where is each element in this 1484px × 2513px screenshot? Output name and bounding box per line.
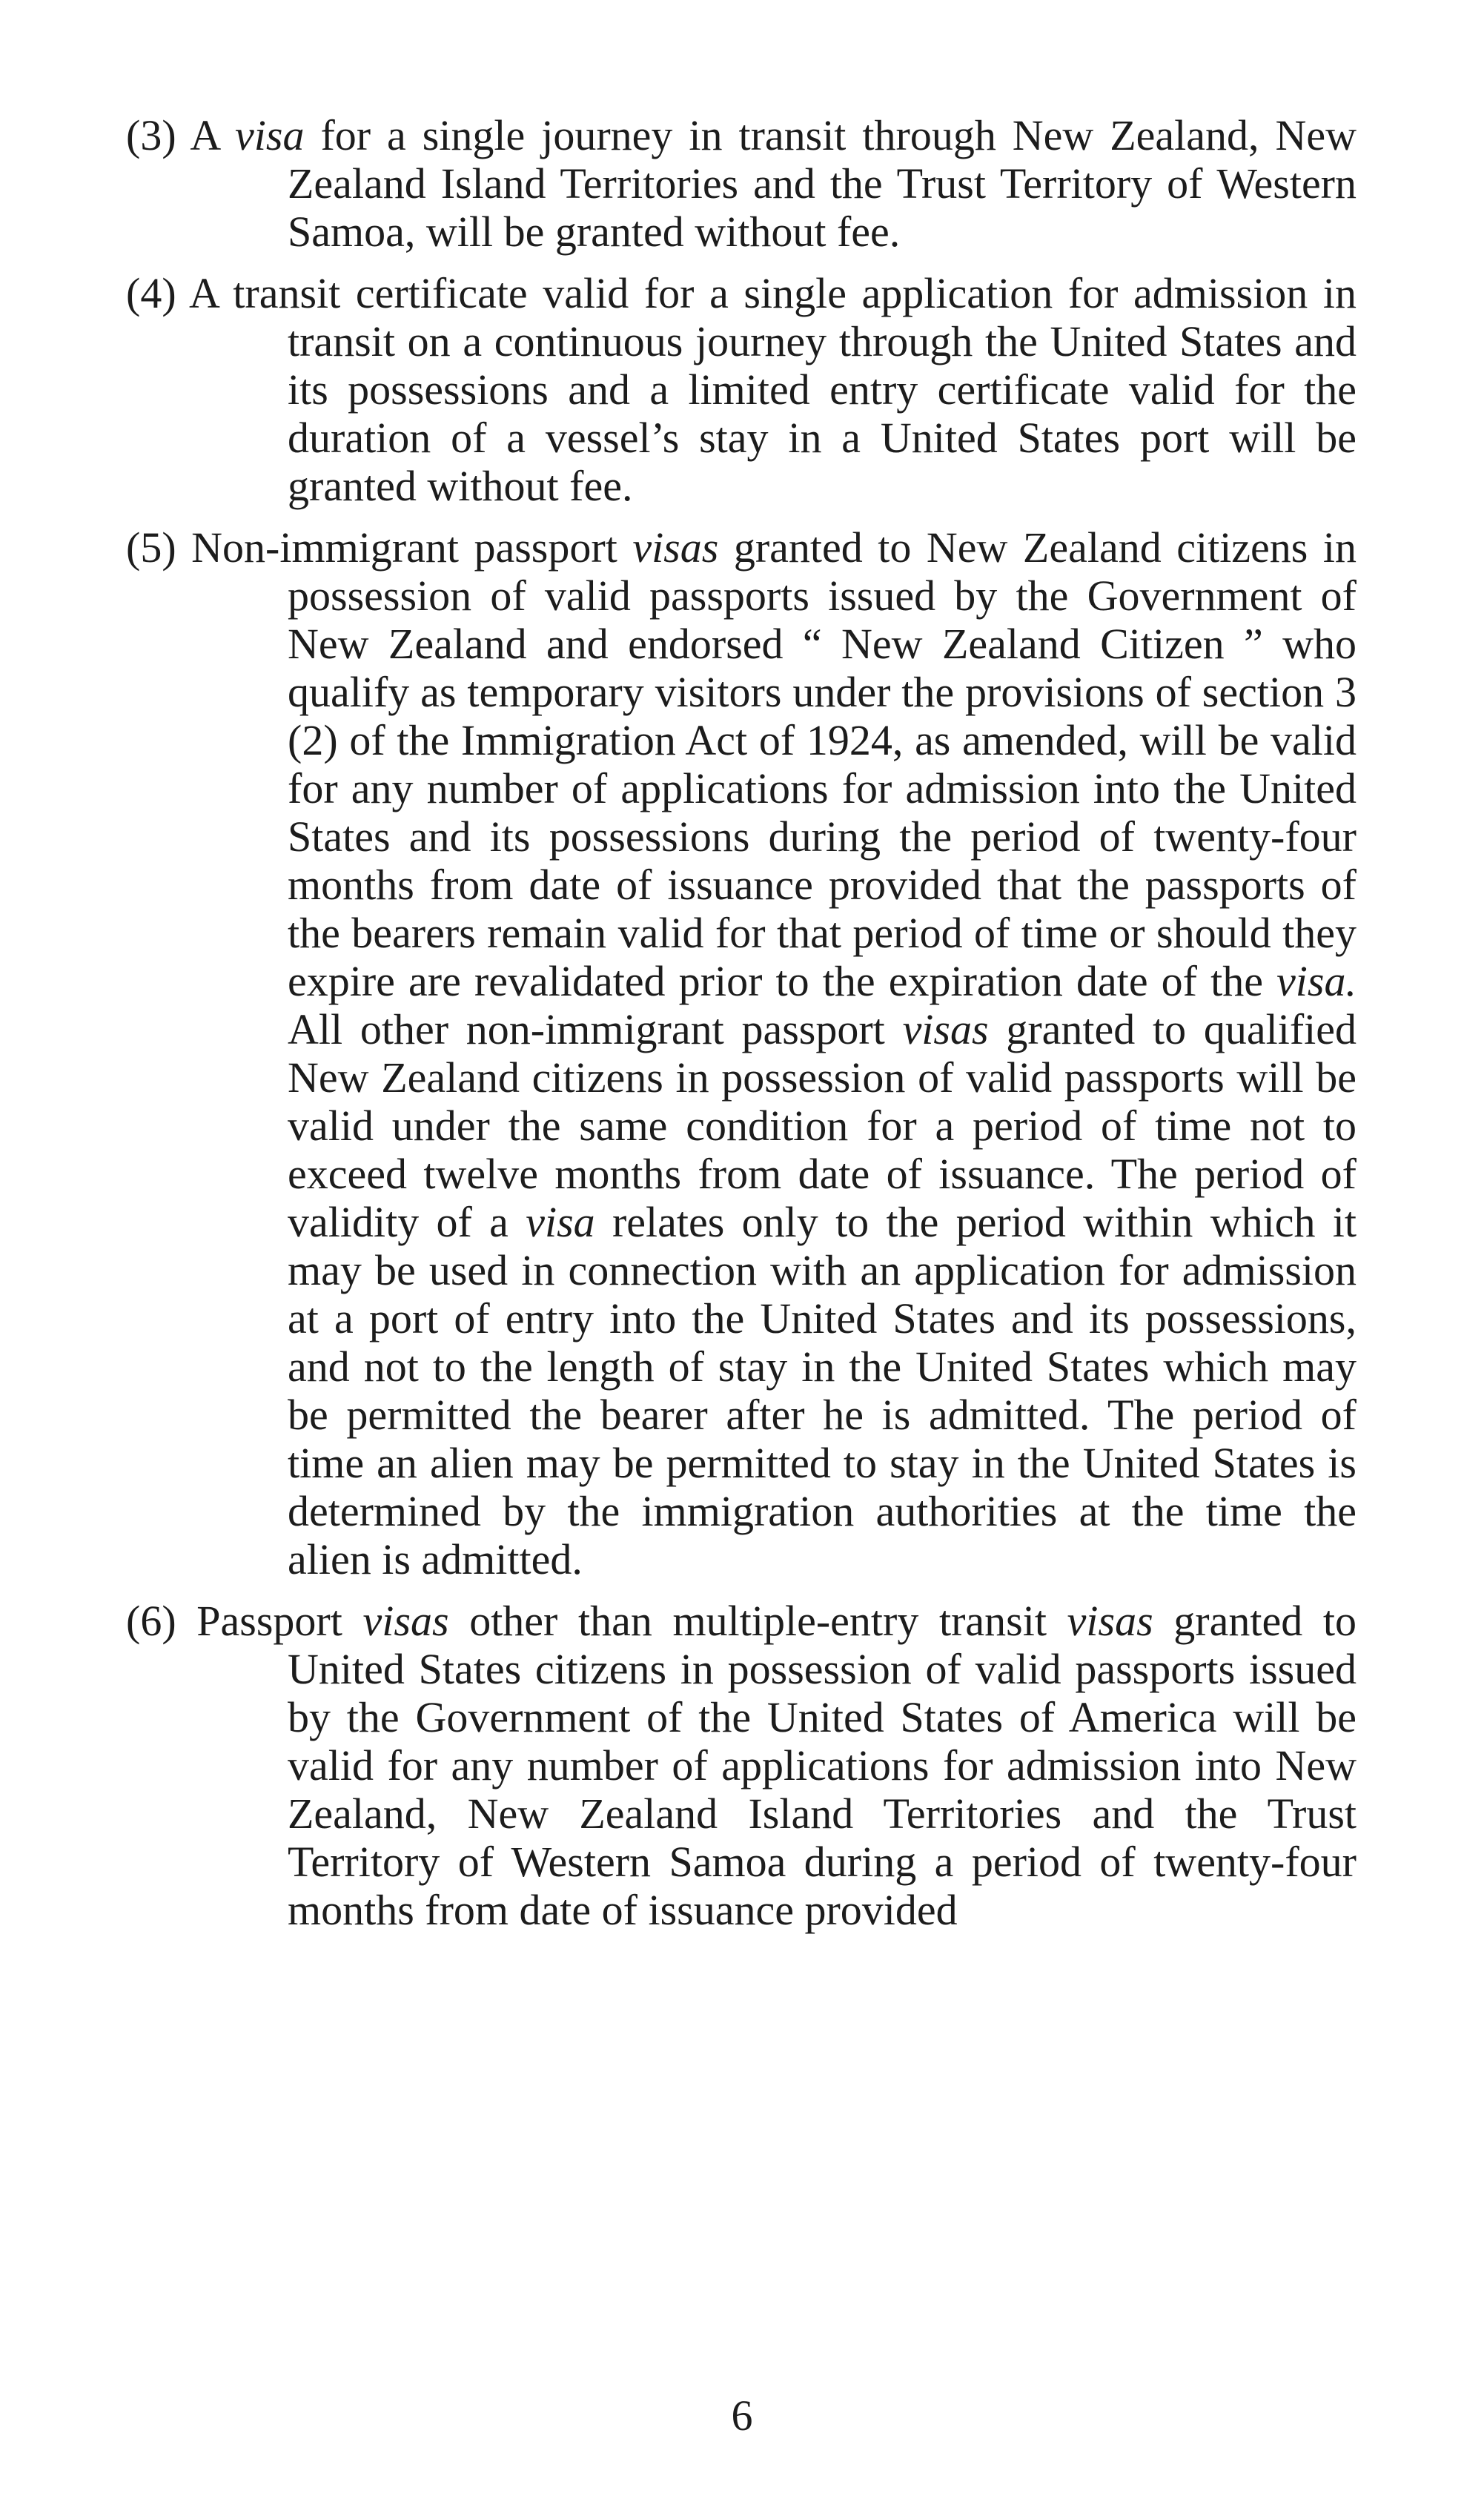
- page-number: 6: [731, 2391, 753, 2440]
- clause-5: [126, 523, 1357, 1583]
- clause-5-term-visa-1: visa.: [1276, 957, 1357, 1005]
- clause-6-text-3: granted to United States citizens in possession of valid passports issued by the Government of the United States of America will be valid for any number of applications for admission into New Zealand, New Zealand Island Territories and the Trust Territory of Western Samoa during a period of twenty-four months from date of issuance provided: [288, 1597, 1357, 1934]
- clause-6: [126, 1597, 1357, 1934]
- clause-6-term-visas-1: visas: [362, 1597, 449, 1645]
- document-page: [126, 111, 1357, 1947]
- clause-3: [126, 111, 1357, 256]
- clause-5-term-visas-1: visas: [632, 523, 719, 572]
- clause-5-text-5: relates only to the period within which it may be used in connection with an application for admission at a port of entry into the United States and its possessions, and not to the length of stay in the United States which may be permitted the bearer after he is admitted. The period of time an alien may be permitted to stay in the United States is determined by the immigration authorities at the time the alien is admitted.: [288, 1198, 1357, 1583]
- clause-5-text-3: All other non-immigrant passport: [288, 1005, 903, 1053]
- clause-4-text: (4) A transit certificate valid for a single application for admission in transit on a continuous journey through the United States and its possessions and a limited entry certificate valid for the duration of a vessel’s stay in a United States port will be granted without fee.: [126, 269, 1357, 510]
- clause-3-text-1: (3) A: [126, 111, 236, 159]
- clause-5-term-visas-2: visas: [902, 1005, 989, 1053]
- clause-3-text-2: for a single journey in transit through New Zealand, New Zealand Island Territories and the Trust Territory of Western Samoa, will be granted without fee.: [288, 111, 1357, 256]
- clause-5-text-1: (5) Non-immigrant passport: [126, 523, 633, 572]
- clause-6-text-2: other than multiple-entry transit: [448, 1597, 1067, 1645]
- clause-5-text-2: granted to New Zealand citizens in possession of valid passports issued by the Government of New Zealand and endorsed “ New Zealand Citizen ” who qualify as temporary visitors under the provisions of section 3 (2) of the Immigration Act of 1924, as amended, will be valid for any number of applications for admission into the United States and its possessions during the period of twenty-four months from date of issuance provided that the passports of the bearers remain valid for that period of time or should they expire are revalidated prior to the expiration date of the: [288, 523, 1357, 1005]
- clause-6-text-1: (6) Passport: [126, 1597, 363, 1645]
- clause-4: [126, 269, 1357, 510]
- clause-5-term-visa-2: visa: [526, 1198, 595, 1246]
- clause-3-term-visa: visa: [235, 111, 305, 159]
- clause-6-term-visas-2: visas: [1067, 1597, 1153, 1645]
- clause-5-text-4: granted to qualified New Zealand citizens in possession of valid passports will be valid under the same condition for a period of time not to exceed twelve months from date of issuance. The period of validity of a: [288, 1005, 1357, 1246]
